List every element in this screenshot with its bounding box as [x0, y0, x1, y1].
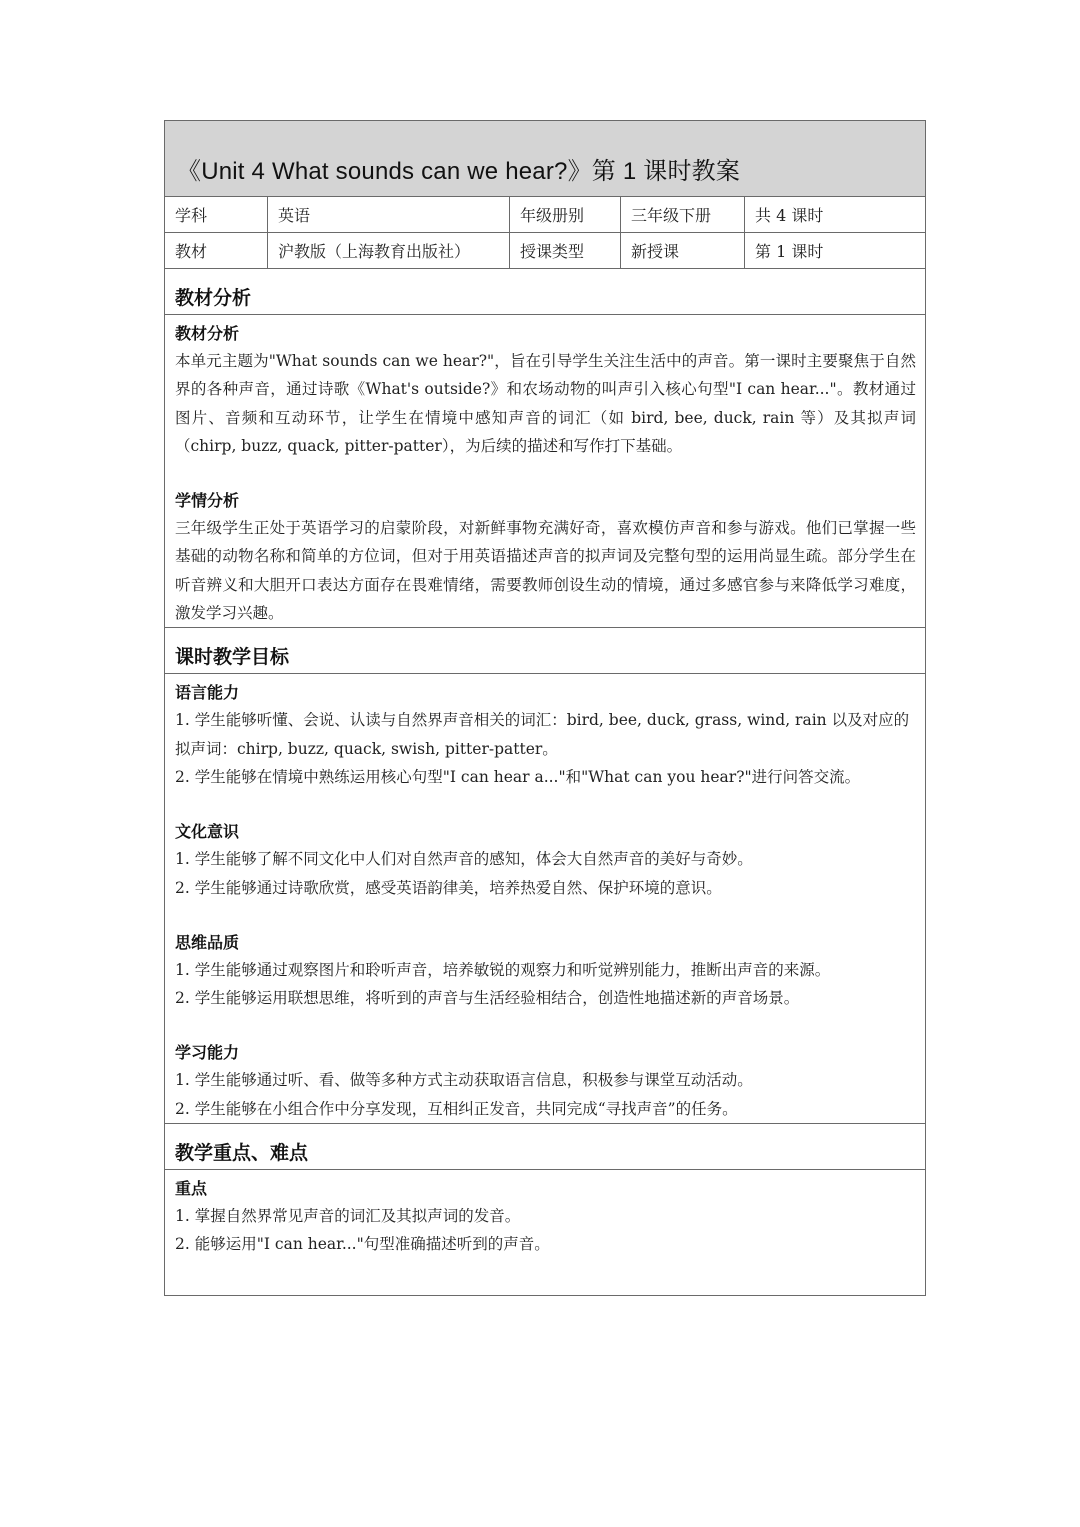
document-title: 《Unit 4 What sounds can we hear?》第 1 课时教案	[177, 158, 741, 185]
language-ability-title: 语言能力	[175, 683, 240, 703]
lesson-number: 第 1 课时	[755, 242, 824, 261]
textbook-value: 沪教版（上海教育出版社）	[268, 233, 510, 268]
title-bar	[165, 121, 925, 197]
cultural-awareness-title: 文化意识	[175, 822, 240, 842]
section-body-key-points	[165, 1170, 925, 1295]
section-heading-objectives: 课时教学目标	[165, 628, 925, 674]
list-item: 2. 能够运用"I can hear..."句型准确描述听到的声音。	[175, 1235, 550, 1254]
list-item: 1. 学生能够通过观察图片和聆听声音，培养敏锐的观察力和听觉辨别能力，推断出声音的来源。	[175, 960, 831, 979]
list-item: 2. 学生能够在情境中熟练运用核心句型"I can hear a..."和"What can you hear?"进行问答交流。	[175, 767, 861, 786]
total-lessons: 共 4 课时	[755, 206, 824, 225]
material-analysis-text: 本单元主题为"What sounds can we hear?"，旨在引导学生关注生活中的声音。第一课时主要聚焦于自然界的各种声音，通过诗歌《What's outside?》和农场动物的叫声引入核心句型"I can hear..."。教材通过图片、音频和互动环节，让学生在情境中感知声音的词汇（如 bird, bee, duck, rain 等）及其拟声词（chirp, buzz, quack, pitter-patter），为后续的描述和写作打下基础。	[175, 352, 916, 455]
textbook-label: 教材	[165, 233, 268, 268]
learner-analysis-title: 学情分析	[175, 491, 240, 511]
list-item: 1. 学生能够了解不同文化中人们对自然声音的感知，体会大自然声音的美好与奇妙。	[175, 850, 753, 869]
learner-analysis-text: 三年级学生正处于英语学习的启蒙阶段，对新鲜事物充满好奇，喜欢模仿声音和参与游戏。他们已掌握一些基础的动物名称和简单的方位词，但对于用英语描述声音的拟声词及完整句型的运用尚显生疏。部分学生在听音辨义和大胆开口表达方面存在畏难情绪，需要教师创设生动的情境，通过多感官参与来降低学习难度，激发学习兴趣。	[175, 519, 916, 623]
section-body-analysis	[165, 315, 925, 628]
list-item: 1. 学生能够听懂、会说、认读与自然界声音相关的词汇：bird, bee, duck, grass, wind, rain 以及对应的拟声词：chirp, buzz, quack, swish, pitter-patter。	[175, 711, 910, 758]
lesson-plan-table	[164, 120, 926, 1296]
list-item: 2. 学生能够运用联想思维，将听到的声音与生活经验相结合，创造性地描述新的声音场景。	[175, 989, 800, 1008]
section-heading-analysis: 教材分析	[165, 269, 925, 315]
focus-title: 重点	[175, 1179, 208, 1199]
list-item: 1. 学生能够通过听、看、做等多种方式主动获取语言信息，积极参与课堂互动活动。	[175, 1071, 753, 1090]
list-item: 1. 掌握自然界常见声音的词汇及其拟声词的发音。	[175, 1207, 521, 1226]
subject-label: 学科	[165, 197, 268, 232]
material-analysis-title: 教材分析	[175, 324, 240, 343]
list-item: 2. 学生能够在小组合作中分享发现，互相纠正发音，共同完成“寻找声音”的任务。	[175, 1099, 738, 1118]
lesson-type-label: 授课类型	[510, 233, 621, 268]
info-row-2	[165, 233, 925, 269]
info-row-1	[165, 197, 925, 233]
subject-value: 英语	[268, 197, 510, 232]
thinking-quality-title: 思维品质	[175, 932, 240, 952]
section-body-objectives	[165, 674, 925, 1124]
section-heading-key-points: 教学重点、难点	[165, 1124, 925, 1170]
lesson-type-value: 新授课	[621, 233, 745, 268]
grade-value: 三年级下册	[621, 197, 745, 232]
learning-ability-title: 学习能力	[175, 1043, 240, 1063]
list-item: 2. 学生能够通过诗歌欣赏，感受英语韵律美，培养热爱自然、保护环境的意识。	[175, 878, 722, 897]
grade-label: 年级册别	[510, 197, 621, 232]
